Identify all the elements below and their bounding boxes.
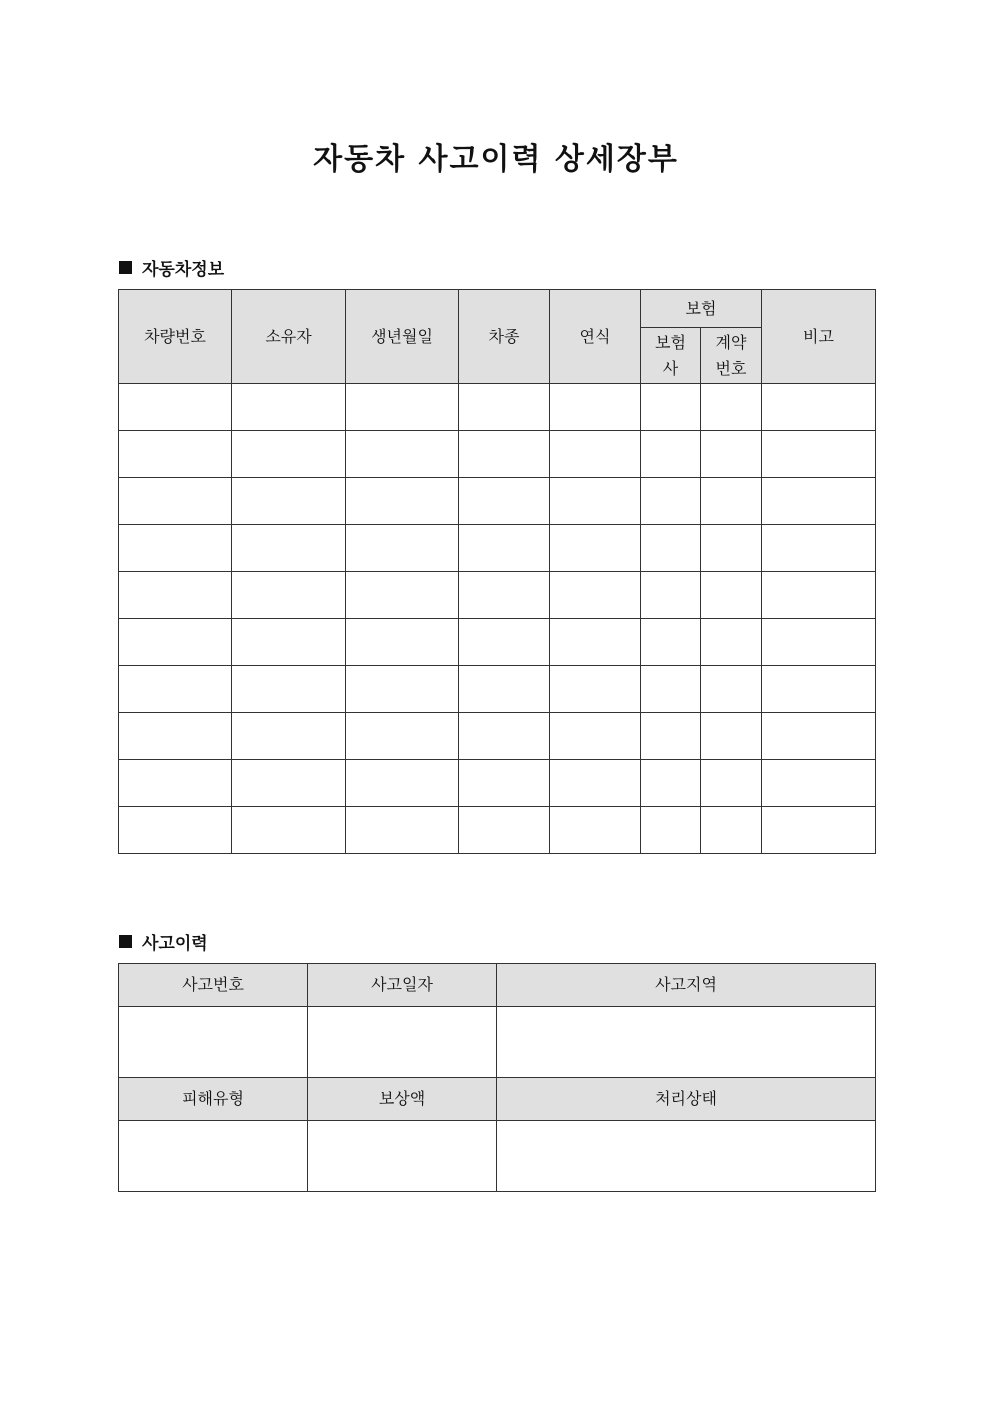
header-car-model: 차종 — [459, 290, 550, 384]
plate-cell[interactable] — [119, 525, 232, 572]
plate-cell[interactable] — [119, 713, 232, 760]
table-row — [119, 572, 876, 619]
damage-type-cell[interactable] — [119, 1121, 308, 1192]
insurer-cell[interactable] — [641, 760, 701, 807]
plate-cell[interactable] — [119, 807, 232, 854]
accident-section-title: 사고이력 — [142, 934, 208, 954]
table-row — [119, 807, 876, 854]
model-year-cell[interactable] — [550, 384, 641, 431]
header-insurer-line2: 사 — [662, 358, 679, 378]
plate-cell[interactable] — [119, 478, 232, 525]
insurer-cell[interactable] — [641, 619, 701, 666]
birth-date-cell[interactable] — [346, 619, 459, 666]
model-year-cell[interactable] — [550, 807, 641, 854]
insurer-cell[interactable] — [641, 525, 701, 572]
header-insurer-line1: 보험 — [655, 332, 686, 352]
vehicle-section-heading — [119, 255, 224, 280]
header-contract-line2: 번호 — [715, 358, 747, 378]
note-cell[interactable] — [762, 807, 876, 854]
car-model-cell[interactable] — [459, 713, 550, 760]
header-processing-status: 처리상태 — [497, 1078, 876, 1121]
insurer-cell[interactable] — [641, 431, 701, 478]
birth-date-cell[interactable] — [346, 666, 459, 713]
model-year-cell[interactable] — [550, 478, 641, 525]
header-accident-date: 사고일자 — [308, 964, 497, 1007]
document-title: 자동차 사고이력 상세장부 — [313, 142, 679, 177]
plate-cell[interactable] — [119, 572, 232, 619]
model-year-cell[interactable] — [550, 713, 641, 760]
header-insurance: 보험 — [641, 290, 762, 328]
table-row — [119, 525, 876, 572]
header-contract-number — [701, 328, 762, 384]
contract-number-cell[interactable] — [701, 666, 762, 713]
note-cell[interactable] — [762, 713, 876, 760]
birth-date-cell[interactable] — [346, 478, 459, 525]
note-cell[interactable] — [762, 384, 876, 431]
car-model-cell[interactable] — [459, 619, 550, 666]
insurer-cell[interactable] — [641, 478, 701, 525]
birth-date-cell[interactable] — [346, 713, 459, 760]
vehicle-table-body — [119, 384, 876, 854]
header-owner: 소유자 — [232, 290, 346, 384]
owner-cell[interactable] — [232, 431, 346, 478]
owner-cell[interactable] — [232, 478, 346, 525]
model-year-cell[interactable] — [550, 572, 641, 619]
owner-cell[interactable] — [232, 525, 346, 572]
table-row — [119, 478, 876, 525]
model-year-cell[interactable] — [550, 525, 641, 572]
car-model-cell[interactable] — [459, 572, 550, 619]
car-model-cell[interactable] — [459, 478, 550, 525]
birth-date-cell[interactable] — [346, 431, 459, 478]
car-model-cell[interactable] — [459, 760, 550, 807]
vehicle-info-table — [118, 289, 876, 854]
contract-number-cell[interactable] — [701, 525, 762, 572]
car-model-cell[interactable] — [459, 807, 550, 854]
contract-number-cell[interactable] — [701, 760, 762, 807]
table-row — [119, 666, 876, 713]
accident-history-table — [118, 963, 876, 1192]
insurer-cell[interactable] — [641, 666, 701, 713]
owner-cell[interactable] — [232, 760, 346, 807]
header-plate-number: 차량번호 — [119, 290, 232, 384]
table-row — [119, 384, 876, 431]
birth-date-cell[interactable] — [346, 807, 459, 854]
contract-number-cell[interactable] — [701, 478, 762, 525]
header-accident-number: 사고번호 — [119, 964, 308, 1007]
accident-number-cell[interactable] — [119, 1007, 308, 1078]
header-compensation: 보상액 — [308, 1078, 497, 1121]
model-year-cell[interactable] — [550, 431, 641, 478]
contract-number-cell[interactable] — [701, 807, 762, 854]
birth-date-cell[interactable] — [346, 525, 459, 572]
plate-cell[interactable] — [119, 760, 232, 807]
plate-cell[interactable] — [119, 384, 232, 431]
header-birth-date: 생년월일 — [346, 290, 459, 384]
accident-section-heading — [119, 929, 208, 954]
car-model-cell[interactable] — [459, 431, 550, 478]
owner-cell[interactable] — [232, 572, 346, 619]
owner-cell[interactable] — [232, 619, 346, 666]
processing-status-cell[interactable] — [497, 1121, 876, 1192]
birth-date-cell[interactable] — [346, 760, 459, 807]
plate-cell[interactable] — [119, 619, 232, 666]
owner-cell[interactable] — [232, 666, 346, 713]
header-contract-line1: 계약 — [715, 332, 747, 352]
note-cell[interactable] — [762, 525, 876, 572]
birth-date-cell[interactable] — [346, 384, 459, 431]
compensation-cell[interactable] — [308, 1121, 497, 1192]
vehicle-section-title: 자동차정보 — [142, 260, 225, 280]
contract-number-cell[interactable] — [701, 572, 762, 619]
table-row — [119, 760, 876, 807]
note-cell[interactable] — [762, 478, 876, 525]
note-cell[interactable] — [762, 760, 876, 807]
insurer-cell[interactable] — [641, 572, 701, 619]
header-note: 비고 — [762, 290, 876, 384]
plate-cell[interactable] — [119, 431, 232, 478]
contract-number-cell[interactable] — [701, 713, 762, 760]
car-model-cell[interactable] — [459, 384, 550, 431]
note-cell[interactable] — [762, 431, 876, 478]
insurer-cell[interactable] — [641, 384, 701, 431]
car-model-cell[interactable] — [459, 666, 550, 713]
accident-location-cell[interactable] — [497, 1007, 876, 1078]
header-model-year: 연식 — [550, 290, 641, 384]
contract-number-cell[interactable] — [701, 619, 762, 666]
car-model-cell[interactable] — [459, 525, 550, 572]
table-row — [119, 431, 876, 478]
contract-number-cell[interactable] — [701, 384, 762, 431]
header-damage-type: 피해유형 — [119, 1078, 308, 1121]
square-bullet-icon — [119, 261, 132, 274]
note-cell[interactable] — [762, 619, 876, 666]
contract-number-cell[interactable] — [701, 431, 762, 478]
birth-date-cell[interactable] — [346, 572, 459, 619]
square-bullet-icon — [119, 935, 132, 948]
insurer-cell[interactable] — [641, 713, 701, 760]
owner-cell[interactable] — [232, 384, 346, 431]
owner-cell[interactable] — [232, 713, 346, 760]
model-year-cell[interactable] — [550, 619, 641, 666]
note-cell[interactable] — [762, 572, 876, 619]
table-row — [119, 713, 876, 760]
note-cell[interactable] — [762, 666, 876, 713]
model-year-cell[interactable] — [550, 760, 641, 807]
accident-date-cell[interactable] — [308, 1007, 497, 1078]
insurer-cell[interactable] — [641, 807, 701, 854]
model-year-cell[interactable] — [550, 666, 641, 713]
header-accident-location: 사고지역 — [497, 964, 876, 1007]
table-row — [119, 619, 876, 666]
header-insurer — [641, 328, 701, 384]
plate-cell[interactable] — [119, 666, 232, 713]
owner-cell[interactable] — [232, 807, 346, 854]
